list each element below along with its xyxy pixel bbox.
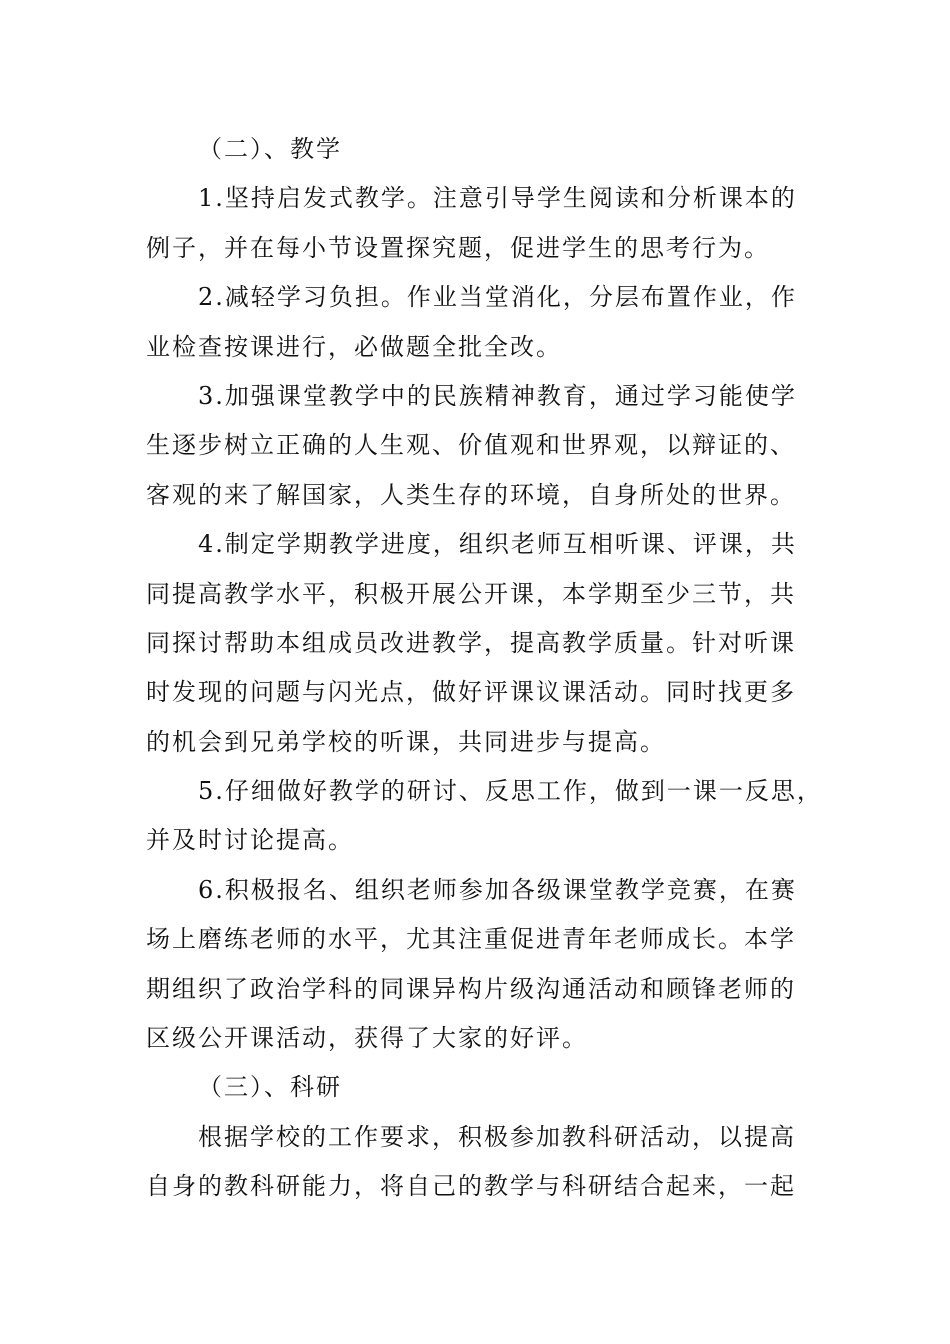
paragraph-line: 生逐步树立正确的人生观、价值观和世界观，以辩证的、 — [146, 431, 796, 460]
paragraph-line: 区级公开课活动，获得了大家的好评。 — [146, 1024, 588, 1053]
paragraph-line: 场上磨练老师的水平，尤其注重促进青年老师成长。本学 — [146, 925, 796, 954]
paragraph-line: 客观的来了解国家，人类生存的环境，自身所处的世界。 — [146, 480, 796, 509]
paragraph-line: 同提高教学水平，积极开展公开课，本学期至少三节，共 — [146, 579, 796, 608]
paragraph-first-line: （二）、教学 — [198, 135, 342, 163]
paragraph-line: 自身的教科研能力，将自己的教学与科研结合起来，一起 — [146, 1172, 796, 1201]
paragraph-line: 同探讨帮助本组成员改进教学，提高教学质量。针对听课 — [146, 628, 796, 657]
paragraph-first-line: 5.仔细做好教学的研讨、反思工作，做到一课一反思， — [198, 777, 823, 806]
paragraph-line: 的机会到兄弟学校的听课，共同进步与提高。 — [146, 727, 666, 756]
paragraph-line: 并及时讨论提高。 — [146, 826, 354, 855]
paragraph-line: 例子，并在每小节设置探究题，促进学生的思考行为。 — [146, 233, 770, 262]
paragraph-first-line: 根据学校的工作要求，积极参加教科研活动，以提高 — [198, 1122, 796, 1151]
paragraph-line: 业检查按课进行，必做题全批全改。 — [146, 332, 562, 361]
paragraph-first-line: 2.减轻学习负担。作业当堂消化，分层布置作业，作 — [198, 283, 797, 312]
paragraph-first-line: （三）、科研 — [198, 1073, 342, 1102]
paragraph-first-line: 6.积极报名、组织老师参加各级课堂教学竞赛，在赛 — [198, 875, 797, 904]
paragraph-line: 时发现的问题与闪光点，做好评课议课活动。同时找更多 — [146, 678, 796, 707]
paragraph-first-line: 1.坚持启发式教学。注意引导学生阅读和分析课本的 — [198, 184, 797, 213]
paragraph-line: 期组织了政治学科的同课异构片级沟通活动和顾锋老师的 — [146, 974, 796, 1003]
document-body — [146, 125, 823, 1212]
paragraph-first-line: 3.加强课堂教学中的民族精神教育，通过学习能使学 — [198, 381, 797, 410]
paragraph-first-line: 4.制定学期教学进度，组织老师互相听课、评课，共 — [198, 530, 797, 559]
